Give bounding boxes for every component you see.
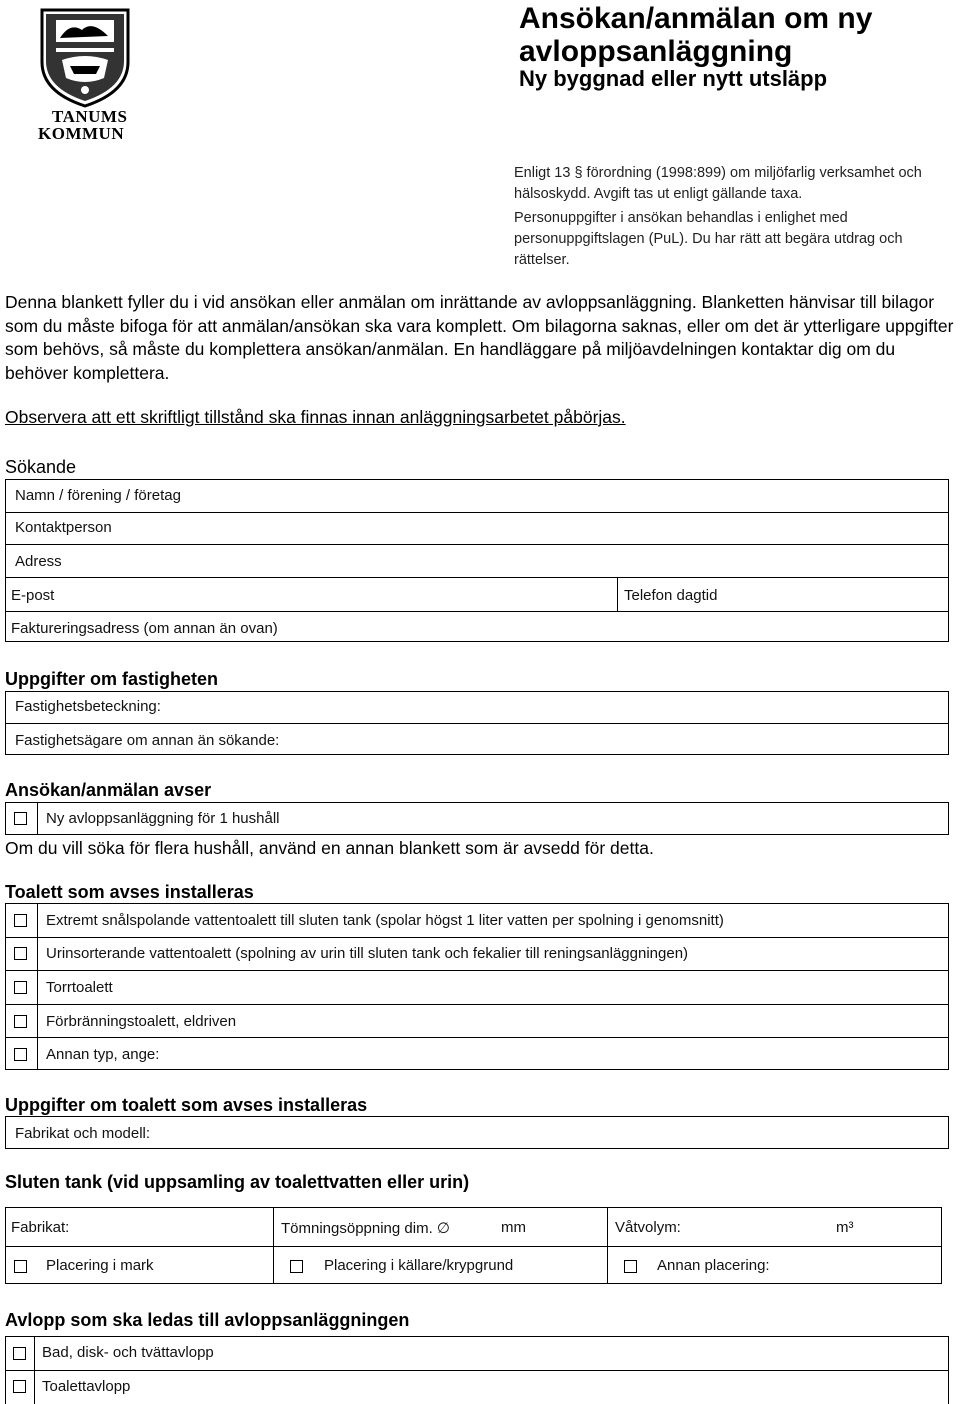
property-owner-field-label[interactable]: Fastighetsägare om annan än sökande: xyxy=(15,732,280,749)
section-heading-property: Uppgifter om fastigheten xyxy=(5,669,219,689)
other-toilet-checkbox[interactable] xyxy=(14,1048,27,1061)
intro-paragraph: Denna blankett fyller du i vid ansökan eller anmälan om inrättande av avloppsanläggning. Blanketten hänvisar till bilagor som du måste bifoga för att anmälan/ansökan ska vara komplett. Om bilagorna saknas, eller om det är ytterligare uppgifter som behövs, så måste du komplettera ansökan/anmälan. En handläggare på miljöavdelningen kontaktar dig om du behöver komplettera. xyxy=(5,292,954,383)
low-flush-toilet-checkbox[interactable] xyxy=(14,914,27,927)
section-heading-application-scope: Ansökan/anmälan avser xyxy=(5,780,212,800)
section-heading-wastewater: Avlopp som ska ledas till avloppsanläggningen xyxy=(5,1310,410,1330)
email-field-label[interactable]: E-post xyxy=(11,587,55,604)
application-scope-box xyxy=(5,802,949,835)
section-heading-toilet: Toalett som avses installeras xyxy=(5,882,254,902)
tank-volume-unit: m³ xyxy=(836,1219,854,1236)
toilet-option-label: Urinsorterande vattentoalett (spolning av urin till sluten tank och fekalier till reningsanläggningen) xyxy=(46,945,689,962)
applicant-box xyxy=(5,479,949,642)
form-title: Ansökan/anmälan om ny avloppsanläggning xyxy=(519,2,873,68)
phone-field-label[interactable]: Telefon dagtid xyxy=(624,587,718,604)
placement-other-label: Annan placering: xyxy=(657,1257,770,1274)
toilet-options-box xyxy=(5,903,949,1070)
toilet-option-label: Extremt snålspolande vattentoalett till sluten tank (spolar högst 1 liter vatten per spolning i genomsnitt) xyxy=(46,912,724,929)
incinerating-toilet-checkbox[interactable] xyxy=(14,1015,27,1028)
property-designation-field-label[interactable]: Fastighetsbeteckning: xyxy=(15,698,161,715)
placement-basement-checkbox[interactable] xyxy=(290,1260,303,1273)
toilet-wastewater-checkbox[interactable] xyxy=(13,1380,26,1393)
single-household-checkbox[interactable] xyxy=(14,812,27,825)
tank-opening-field-label[interactable]: Tömningsöppning dim. ∅ xyxy=(281,1220,450,1237)
wastewater-option-label: Bad, disk- och tvättavlopp xyxy=(42,1344,214,1361)
urine-separating-toilet-checkbox[interactable] xyxy=(14,947,27,960)
placement-other-checkbox[interactable] xyxy=(624,1260,637,1273)
logo-text-line2: KOMMUN xyxy=(38,124,125,143)
section-heading-closed-tank: Sluten tank (vid uppsamling av toalettvatten eller urin) xyxy=(5,1172,470,1192)
logo-text-line1: TANUMS xyxy=(52,107,128,126)
section-heading-toilet-details: Uppgifter om toalett som avses installeras xyxy=(5,1095,368,1115)
wastewater-box xyxy=(5,1336,949,1404)
billing-address-field-label[interactable]: Faktureringsadress (om annan än ovan) xyxy=(11,620,278,637)
form-subtitle: Ny byggnad eller nytt utsläpp xyxy=(519,66,828,91)
placement-basement-label: Placering i källare/krypgrund xyxy=(324,1257,514,1274)
address-field-label[interactable]: Adress xyxy=(15,553,62,570)
tank-opening-unit: mm xyxy=(501,1219,526,1236)
municipality-name xyxy=(38,108,148,142)
toilet-details-box xyxy=(5,1116,949,1149)
placement-ground-label: Placering i mark xyxy=(46,1257,154,1274)
legal-line-personal-data: Personuppgifter i ansökan behandlas i enlighet med personuppgiftslagen (PuL). Du har rätt att begära utdrag och rättelser. xyxy=(514,210,903,268)
section-heading-applicant: Sökande xyxy=(5,457,77,477)
legal-notice xyxy=(514,163,960,274)
single-household-option-label: Ny avloppsanläggning för 1 hushåll xyxy=(46,810,280,827)
bath-dish-laundry-checkbox[interactable] xyxy=(13,1347,26,1360)
toilet-make-model-field-label[interactable]: Fabrikat och modell: xyxy=(15,1125,151,1142)
toilet-option-label: Förbränningstoalett, eldriven xyxy=(46,1013,237,1030)
permit-note: Observera att ett skriftligt tillstånd ska finnas innan anläggningsarbetet påbörjas. xyxy=(5,407,626,427)
legal-line-regulation: Enligt 13 § förordning (1998:899) om miljöfarlig verksamhet och hälsoskydd. Avgift tas ut enligt gällande taxa. xyxy=(514,165,922,202)
multiple-households-note: Om du vill söka för flera hushåll, använd en annan blankett som är avsedd för detta. xyxy=(5,838,654,858)
name-field-label[interactable]: Namn / förening / företag xyxy=(15,487,181,504)
wastewater-option-label: Toalettavlopp xyxy=(42,1378,131,1395)
tank-make-field-label[interactable]: Fabrikat: xyxy=(11,1219,70,1236)
dry-toilet-checkbox[interactable] xyxy=(14,981,27,994)
placement-ground-checkbox[interactable] xyxy=(14,1260,27,1273)
toilet-option-label: Torrtoalett xyxy=(46,979,113,996)
contact-person-field-label[interactable]: Kontaktperson xyxy=(15,519,112,536)
tank-volume-field-label[interactable]: Våtvolym: xyxy=(615,1219,681,1236)
property-box xyxy=(5,691,949,755)
closed-tank-box xyxy=(5,1207,942,1284)
toilet-option-label: Annan typ, ange: xyxy=(46,1046,160,1063)
